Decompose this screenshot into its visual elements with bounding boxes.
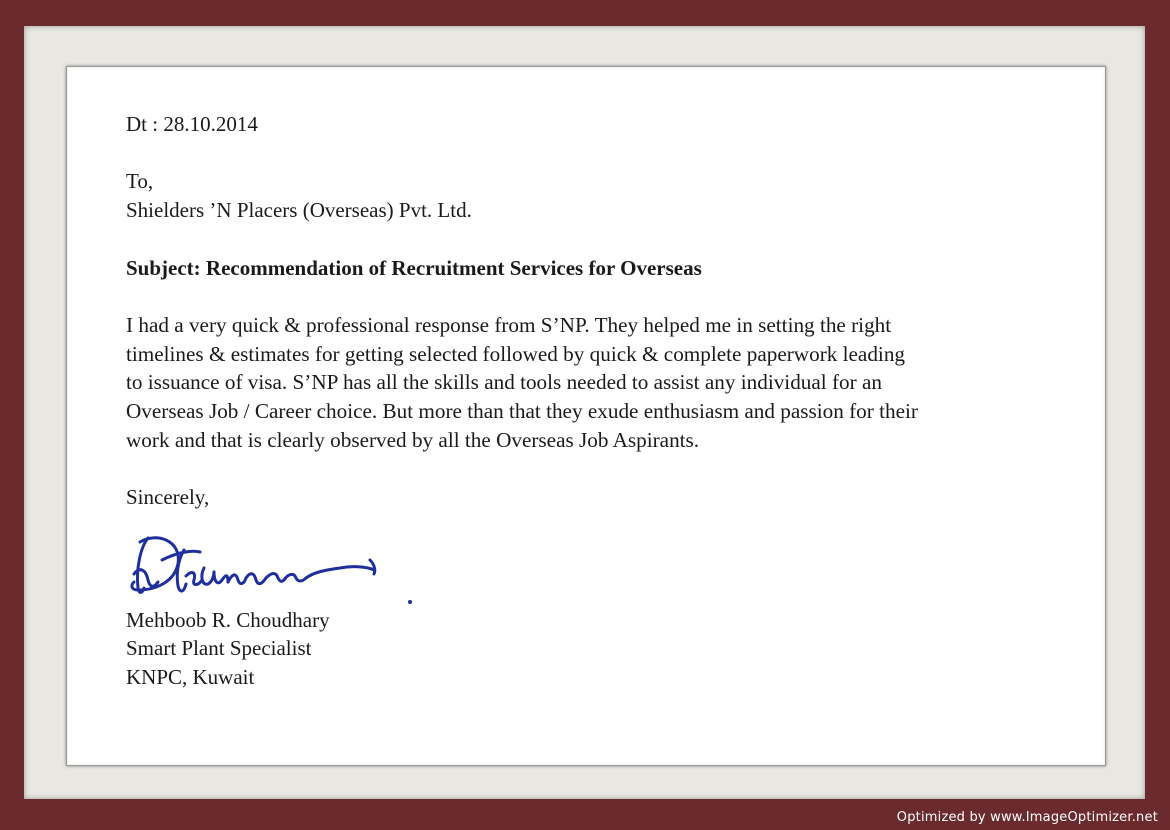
body-line: to issuance of visa. S’NP has all the skills and tools needed to assist any individual for an (126, 370, 882, 395)
body-line: Overseas Job / Career choice. But more than that they exude enthusiasm and passion for their (126, 399, 918, 424)
letter-recipient: Shielders ’N Placers (Overseas) Pvt. Ltd. (126, 198, 472, 222)
signer-organization: KNPC, Kuwait (126, 665, 255, 689)
optimizer-watermark: Optimized by www.ImageOptimizer.net (893, 809, 1162, 826)
letter-subject: Subject: Recommendation of Recruitment Services for Overseas (126, 256, 702, 280)
body-line: I had a very quick & professional response from S’NP. They helped me in setting the right (126, 313, 892, 337)
body-line: timelines & estimates for getting selected followed by quick & complete paperwork leading (126, 341, 906, 366)
signer-name: Mehboob R. Choudhary (126, 608, 330, 632)
letter-date: Dt : 28.10.2014 (126, 112, 258, 136)
letter-salutation: To, (126, 169, 154, 193)
letter-closing: Sincerely, (126, 485, 210, 509)
signer-title: Smart Plant Specialist (126, 636, 312, 660)
handwritten-signature (126, 530, 426, 610)
letter-body (126, 311, 1076, 455)
body-line: work and that is clearly observed by all the Overseas Job Aspirants. (126, 427, 700, 452)
